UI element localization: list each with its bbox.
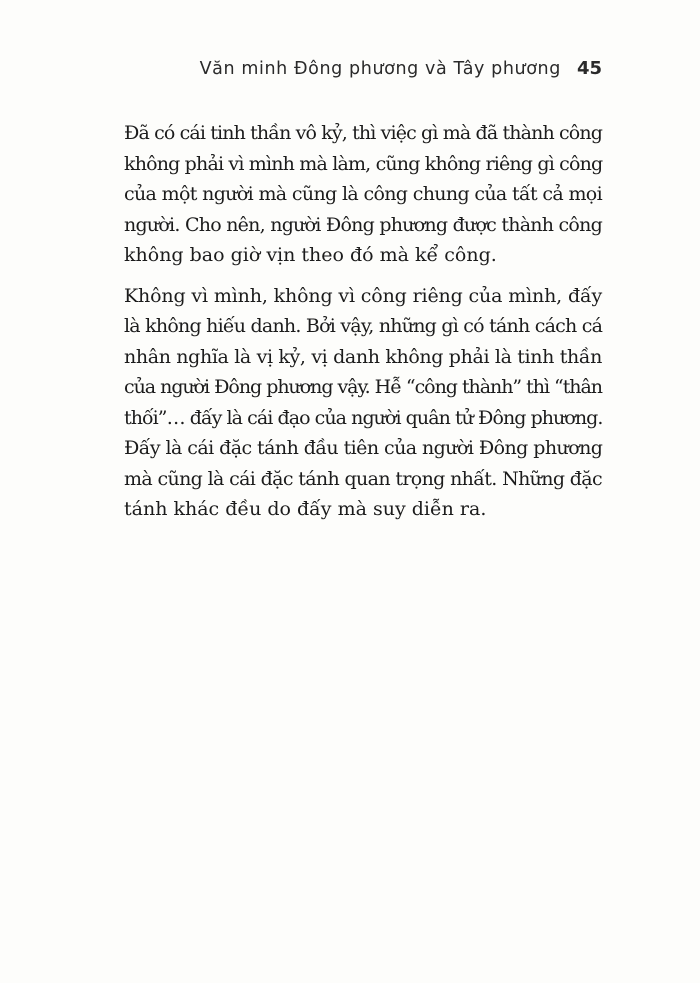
text-line: là không hiếu danh. Bởi vậy, những gì có tánh cách cá — [124, 315, 603, 337]
running-title: Văn minh Đông phương và Tây phương — [199, 59, 561, 79]
text-line: Không vì mình, không vì công riêng của mình, đấy — [124, 284, 603, 307]
text-line: của người Đông phương vậy. Hễ “công thành” thì “thân — [124, 376, 602, 398]
paragraph-2 — [124, 281, 602, 525]
text-line: thối”… đấy là cái đạo của người quân tử Đông phương. — [124, 406, 603, 429]
text-line: nhân nghĩa là vị kỷ, vị danh không phải là tinh thần — [124, 345, 602, 368]
text-line: tánh khác đều do đấy mà suy diễn ra. — [124, 498, 487, 520]
text-line: của một người mà cũng là công chung của tất cả mọi — [124, 183, 602, 205]
text-line: Đấy là cái đặc tánh đầu tiên của người Đông phương — [124, 437, 603, 459]
text-line: Đã có cái tinh thần vô kỷ, thì việc gì mà đã thành công — [124, 122, 602, 144]
text-line: người. Cho nên, người Đông phương được thành công — [124, 213, 602, 236]
page-number: 45 — [576, 58, 602, 79]
body-text — [124, 118, 602, 525]
text-line: không bao giờ vịn theo đó mà kể công. — [124, 244, 497, 266]
running-header — [200, 58, 602, 79]
text-line: không phải vì mình mà làm, cũng không riêng gì công — [124, 152, 603, 175]
text-line: mà cũng là cái đặc tánh quan trọng nhất. Những đặc — [124, 467, 602, 490]
paragraph-1 — [124, 118, 602, 271]
